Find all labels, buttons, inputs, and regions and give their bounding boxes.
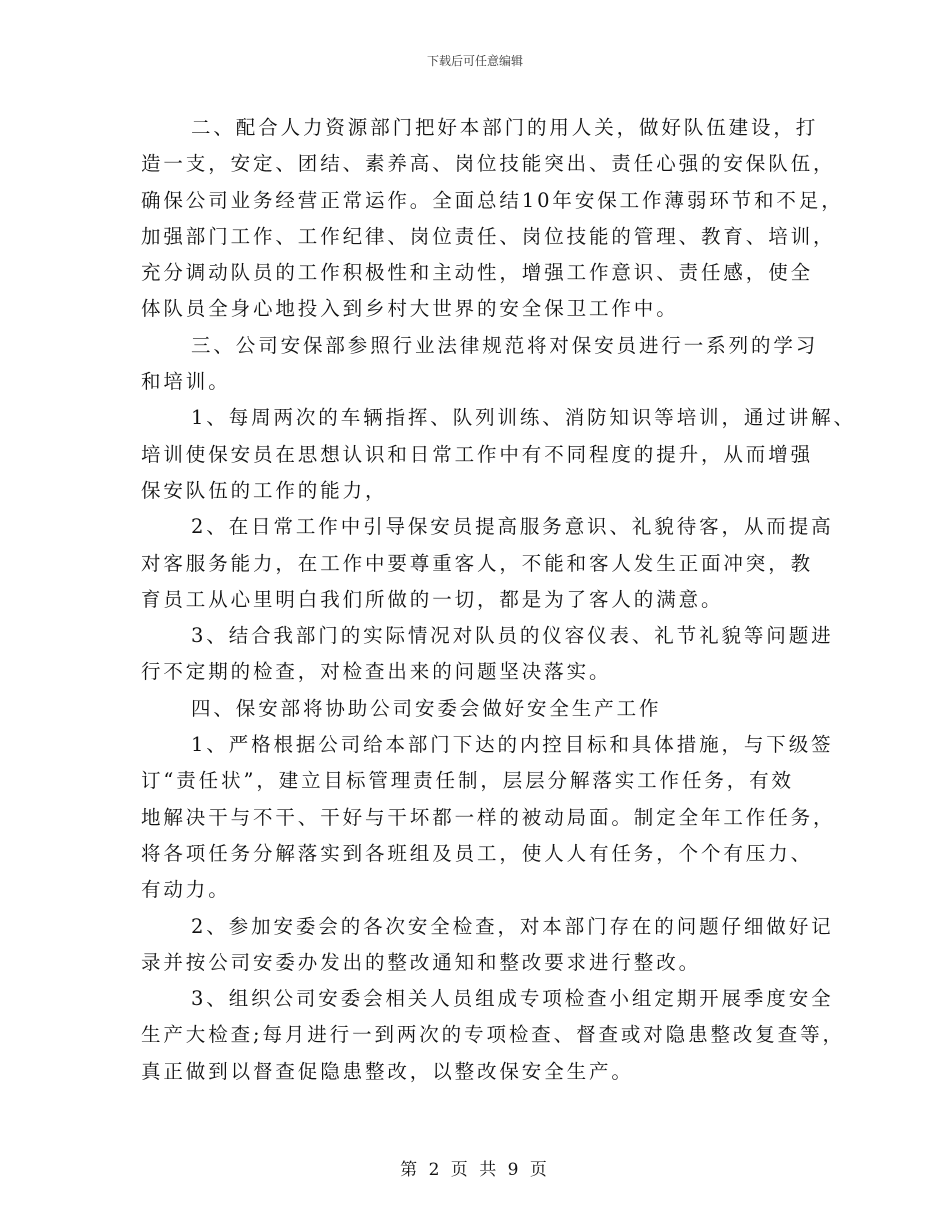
paragraph-line: 1、严格根据公司给本部门下达的内控目标和具体措施，与下级签 — [191, 733, 834, 757]
paragraph-line: 生产大检查;每月进行一到两次的专项检查、督查或对隐患整改复查等， — [141, 1023, 845, 1047]
paragraph-line: 三、公司安保部参照行业法律规范将对保安员进行一系列的学习 — [191, 333, 819, 357]
paragraph-line: 3、组织公司安委会相关人员组成专项检查小组定期开展季度安全 — [191, 987, 834, 1011]
paragraph-line: 真正做到以督查促隐患整改，以整改保安全生产。 — [141, 1059, 634, 1083]
paragraph-line: 体队员全身心地投入到乡村大世界的安全保卫工作中。 — [141, 297, 679, 321]
paragraph-line: 保安队伍的工作的能力， — [141, 478, 388, 502]
paragraph-line: 2、参加安委会的各次安全检查，对本部门存在的问题仔细做好记 — [191, 914, 834, 938]
paragraph-line: 对客服务能力，在工作中要尊重客人，不能和客人发生正面冲突，教 — [141, 551, 814, 575]
paragraph-line: 确保公司业务经营正常运作。全面总结10年安保工作薄弱环节和不足， — [141, 188, 844, 212]
document-body — [141, 110, 856, 1090]
paragraph-line: 育员工从心里明白我们所做的一切，都是为了客人的满意。 — [141, 587, 724, 611]
paragraph-line: 3、结合我部门的实际情况对队员的仪容仪表、礼节礼貌等问题进 — [191, 624, 834, 648]
paragraph-line: 有动力。 — [141, 878, 231, 902]
page-header: 下载后可任意编辑 — [426, 54, 523, 68]
paragraph-line: 行不定期的检查，对检查出来的问题坚决落实。 — [141, 660, 612, 684]
paragraph-line: 培训使保安员在思想认识和日常工作中有不同程度的提升，从而增强 — [141, 442, 814, 466]
paragraph-line: 充分调动队员的工作积极性和主动性，增强工作意识、责任感，使全 — [141, 261, 814, 285]
paragraph-line: 录并按公司安委办发出的整改通知和整改要求进行整改。 — [141, 950, 702, 974]
paragraph-line: 造一支，安定、团结、素养高、岗位技能突出、责任心强的安保队伍， — [141, 152, 836, 176]
paragraph-line: 订“责任状”，建立目标管理责任制，层层分解落实工作任务，有效 — [141, 769, 794, 793]
paragraph-line: 四、保安部将协助公司安委会做好安全生产工作 — [191, 696, 662, 720]
page-number: 第 2 页 共 9 页 — [400, 1160, 550, 1180]
paragraph-line: 1、每周两次的车辆指挥、队列训练、消防知识等培训，通过讲解、 — [191, 406, 856, 430]
paragraph-line: 加强部门工作、工作纪律、岗位责任、岗位技能的管理、教育、培训， — [141, 224, 836, 248]
paragraph-line: 2、在日常工作中引导保安员提高服务意识、礼貌待客，从而提高 — [191, 515, 834, 539]
paragraph-line: 和培训。 — [141, 370, 231, 394]
paragraph-line: 将各项任务分解落实到各班组及员工，使人人有任务，个个有压力、 — [141, 841, 814, 865]
paragraph-line: 地解决干与不干、干好与干坏都一样的被动局面。制定全年工作任务， — [141, 805, 836, 829]
paragraph-line: 二、配合人力资源部门把好本部门的用人关，做好队伍建设，打 — [191, 116, 819, 139]
